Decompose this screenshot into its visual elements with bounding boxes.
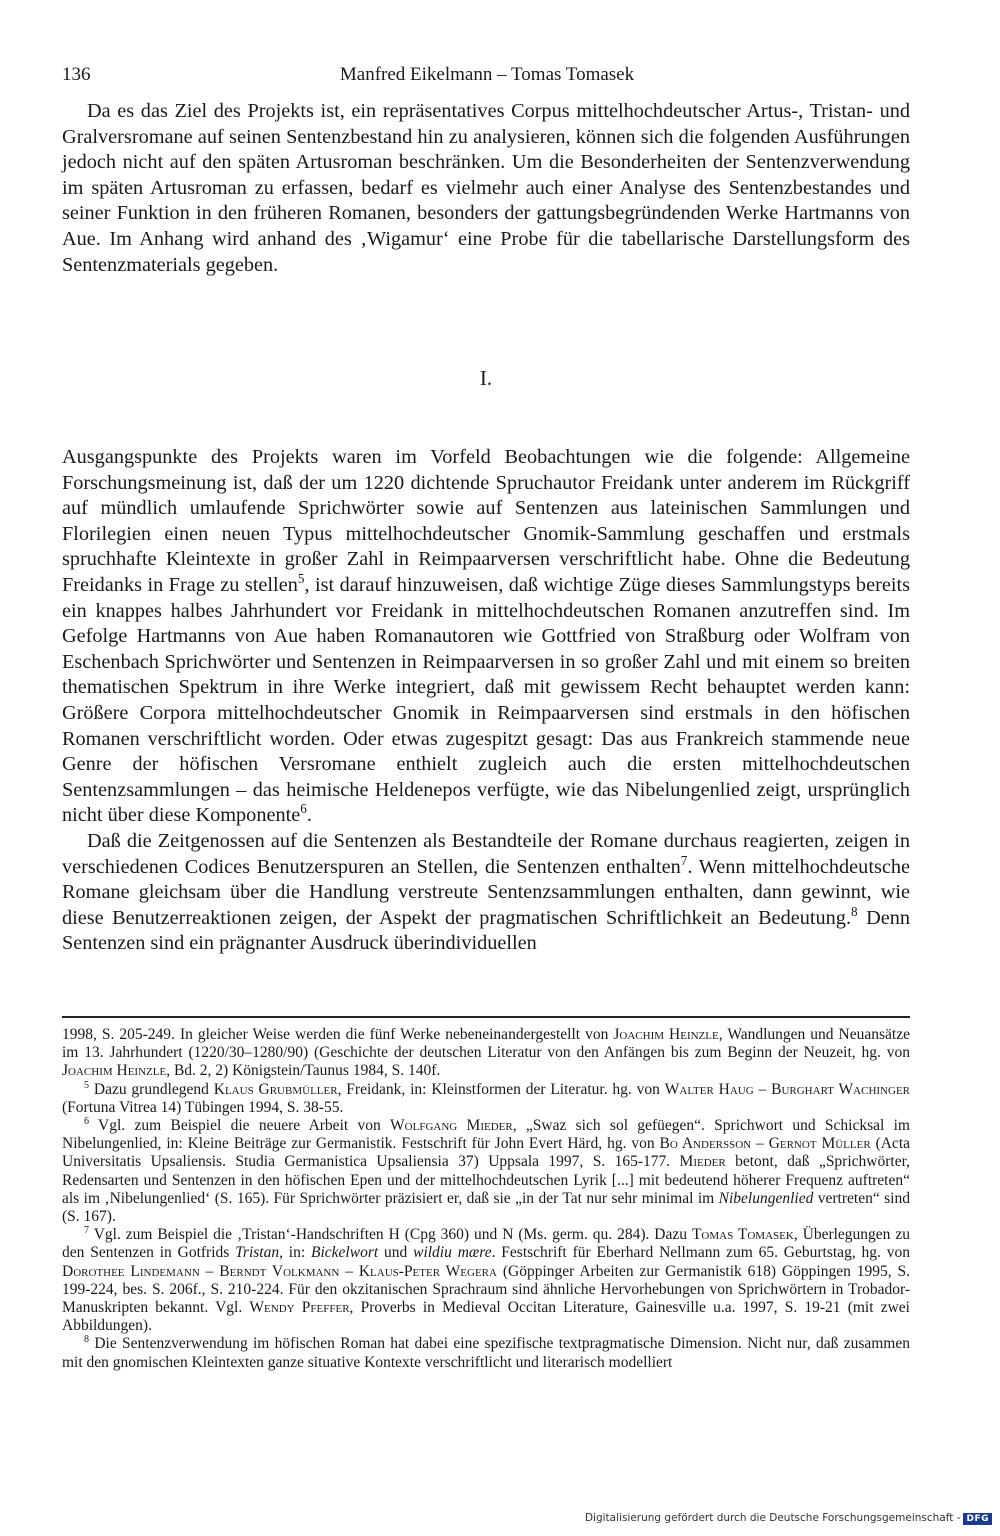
page-header	[62, 64, 912, 88]
digitization-credit: Digitalisierung gefördert durch die Deutsche Forschungsgemeinschaft - DFG	[585, 1512, 992, 1525]
footnote-ref-5[interactable]: 5	[297, 571, 305, 587]
body-paragraph: Ausgangspunkte des Projekts waren im Vorfeld Beobachtungen wie die folgende: Allgemeine Forschungsmeinung ist, daß der um 1220 dichtende Spruchautor Freidank unter anderem im Rückgriff auf mündlich umlaufende Sprichwörter sowie auf Sentenzen aus lateinischen Sammlungen und Florilegien einen neuen Typus mittelhochdeutscher Gnomik-Sammlung geschaffen und erstmals spruchhafte Kleintexte in großer Zahl in Reimpaarversen verschriftlicht habe. Ohne die Bedeutung Freidanks in Frage zu stellen$^5$, ist darauf hinzuweisen, daß wichtige Züge dieses Sammlungstyps bereits ein knappes halbes Jahrhundert vor Freidank in mittelhochdeutschen Romanen anzutreffen sind. Im Gefolge Hartmanns von Aue haben Romanautoren wie Gottfried von Straßburg oder Wolfram von Eschenbach Sprichwörter und Sentenzen in Reimpaarversen in so großer Zahl und mit einem so breiten thematischen Spektrum in ihre Werke integriert, daß mit gewissem Recht behauptet werden kann: Größere Corpora mittelhochdeutscher Gnomik in Reimpaarversen sind erstmals in den höfischen Romanen verschriftlicht worden. Oder etwas zugespitzt gesagt: Das aus Frankreich stammende neue Genre der höfischen Versromane enthielt zugleich auch die ersten mittelhochdeutschen Sentenzsammlungen – das heimische Heldenepos verfügte, wie das Nibelungenlied zeigt, ursprünglich nicht über diese Komponente$^6$.	[62, 446, 910, 827]
dfg-logo: DFG	[963, 1513, 992, 1525]
footnote-7: $^7$ Vgl. zum Beispiel die ‚Tristan‘-Handschriften H (Cpg 360) und N (Ms. germ. qu. 284). Dazu Tomas Tomasek, Überlegungen zu den Sentenzen in Gotfrids Tristan, in: Bickelwort und wildiu mære. Festschrift für Eberhard Nellmann zum 65. Geburtstag, hg. von Dorothee Lindemann – Berndt Volkmann – Klaus-Peter Wegera (Göppinger Arbeiten zur Germanistik 618) Göppingen 1995, S. 199-224, bes. S. 206f., S. 210-224. Für den okzitanischen Sprachraum sind ähnliche Hervorhebungen von Sprichwörtern in Trobador-Manuskripten bekannt. Vgl. Wendy Pfeffer, Proverbs in Medieval Occitan Literature, Gainesville u.a. 1997, S. 19-21 (mit zwei Abbildungen).	[62, 1225, 911, 1335]
body-paragraph: Daß die Zeitgenossen auf die Sentenzen als Bestandteile der Romane durchaus reagierten, zeigen in verschiedenen Codices Benutzerspuren an Stellen, die Sentenzen enthalten$^7$. Wenn mittelhochdeutsche Romane gleichsam über die Handlung verstreute Sentenzsammlungen enthalten, dann gewinnt, wie diese Benutzerreaktionen zeigen, der Aspekt der pragmatischen Schriftlichkeit an Bedeutung.$^8$ Denn Sentenzen sind ein prägnanter Ausdruck überindividuellen	[62, 829, 911, 955]
intro-paragraph: Da es das Ziel des Projekts ist, ein repräsentatives Corpus mittelhochdeutscher Artus-, Tristan- und Gralversromane auf seinen Sentenzbestand hin zu analysieren, können sich die folgenden Ausführungen jedoch nicht auf den späten Artusroman beschränken. Um die Besonderheiten der Sentenzverwendung im späten Artusroman zu erfassen, bedarf es vielmehr auch einer Analyse des Sentenzbestandes und seiner Funktion in den früheren Romanen, besonders der gattungsbegründenden Werke Hartmanns von Aue. Im Anhang wird anhand des ‚Wigamur‘ eine Probe für die tabellarische Darstellungsform des Sentenzmaterials gegeben.	[62, 100, 910, 276]
footnote-separator	[62, 1016, 910, 1018]
footnote-5: $^5$ Dazu grundlegend Klaus Grubmüller, Freidank, in: Kleinstformen der Literatur. hg. von Walter Haug – Burghart Wachinger (Fortuna Vitrea 14) Tübingen 1994, S. 38-55.	[62, 1079, 910, 1116]
footnote-ref-7[interactable]: 7	[680, 852, 688, 868]
footnote-8: $^8$ Die Sentenzverwendung im höfischen Roman hat dabei eine spezifische textpragmatische Dimension. Nicht nur, daß zusammen mit den gnomischen Kleintexten ganze situative Kontexte verschriftlicht und literarisch modelliert	[62, 1334, 910, 1371]
section-heading: I.	[479, 366, 493, 390]
main-text	[62, 445, 910, 957]
intro-section	[62, 99, 910, 278]
footnote-continuation: 1998, S. 205-249. In gleicher Weise werden die fünf Werke nebeneinandergestellt von Joachim Heinzle, Wandlungen und Neuansätze im 13. Jahrhundert (1220/30–1280/90) (Geschichte der deutschen Literatur von den Anfängen bis zum Beginn der Neuzeit, hg. von Joachim Heinzle, Bd. 2, 2) Königstein/Taunus 1984, S. 140f.	[62, 1026, 910, 1080]
footnote-6: $^6$ Vgl. zum Beispiel die neuere Arbeit von Wolfgang Mieder, „Swaz sich sol gefüegen“. Sprichwort und Schicksal im Nibelungenlied, in: Kleine Beiträge zur Germanistik. Festschrift für John Evert Härd, hg. von Bo Andersson – Gernot Müller (Acta Universitatis Upsaliensis. Studia Germanistica Upsaliensia 37) Uppsala 1997, S. 165-177. Mieder betont, daß „Sprichwörter, Redensarten und Sentenzen in den höfischen Epen und der mittelhochdeutschen Lyrik [...] mit bedeutend höherer Frequenz auftreten“ als im ‚Nibelungenlied‘ (S. 165). Für Sprichwörter präzisiert er, daß sie „in der Tat nur sehr minimal im Nibelungenlied vertreten“ sind (S. 167).	[62, 1115, 910, 1226]
footnote-ref-6[interactable]: 6	[300, 801, 307, 817]
running-head: Manfred Eikelmann – Tomas Tomasek	[339, 64, 635, 85]
page-number: 136	[62, 64, 91, 85]
footnote-ref-8[interactable]: 8	[851, 903, 858, 919]
footnotes	[62, 1026, 910, 1372]
